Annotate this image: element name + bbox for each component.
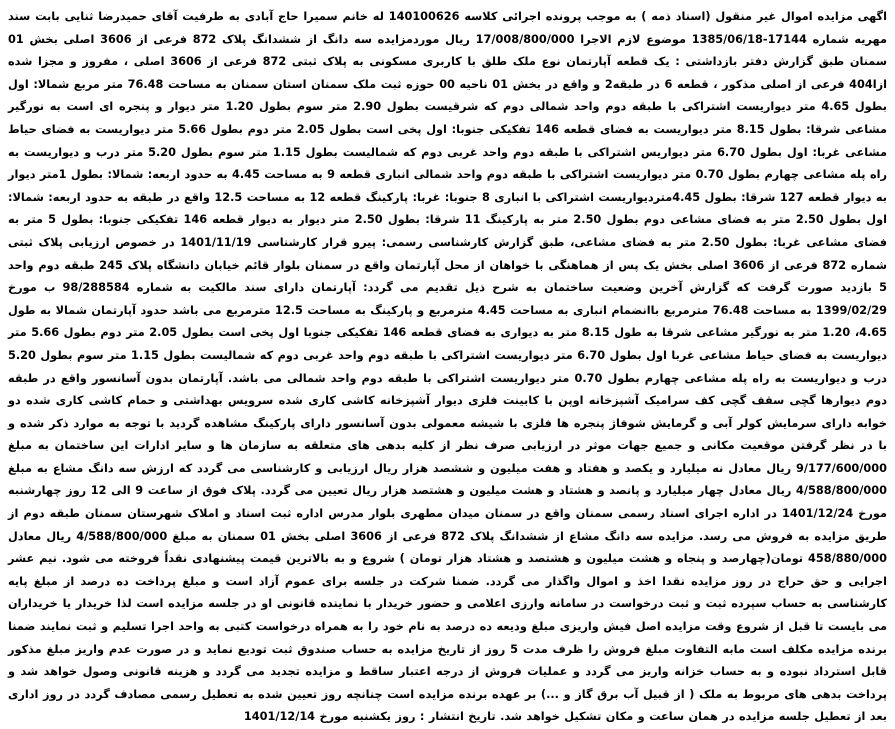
auction-notice-text: اگهی مزایده اموال غیر منقول (اسناد ذمه ) به موجب پرونده اجرائی کلاسه 140100626 له خانم سمیرا حاج آبادی به طرفیت آقای حمیدرضا ثنایی بابت سند مهریه شماره 17144-1385/06/18 موضوع لازم الاجرا 17/008/800/000 ریال موردمزایده سه دانگ از ششدانگ پلاک 872 فرعی از 3606 اصلی بخش 01 سمنان طبق گزارش دفتر بازداشتی : یک قطعه آپارتمان نوع ملک طلق با کاربری مسکونی به پلاک ثبتی 872 فرعی از 3606 اصلی ، مفروز و مجزا شده ازا404 فرعی از اصلی مذکور ، قطعه 6 در طبقه2 و واقع در بخش 01 ناحیه 00 حوزه ثبت ملک سمنان استان سمنان به مساحت 76.48 متر مربع شمالا: اول بطول 4.65 متر دیواریست اشتراکی با طبقه دوم واحد شمالی دوم که شرقیست بطول 2.90 متر سوم بطول 1.20 متر دیوار و پنجره ای است به نورگیر مشاعی شرقا: بطول 8.15 متر دیواریست به فضای قطعه 146 تفکیکی جنوبا: اول پخی است بطول 2.05 متر دوم بطول 5.66 متر دیواریست به فضای حیاط مشاعی غربا: اول بطول 6.70 متر دیواریس اشتراکی با طبقه دوم واحد غربی دوم که شمالیست بطول 1.15 متر سوم بطول 5.20 متر درب و دیواریست به راه پله مشاعی چهارم بطول 0.70 متر دیواریست اشتراکی با طبقه دوم واحد شمالی انباری قطعه 9 به مساحت 4.45 به حدود اربعه: شمالا: بطول 1متر دیوار به دیوار قطعه 127 شرقا: بطول 4.45متردیواریست اشتراکی با انباری 8 جنوبا: غربا: پارکینگ قطعه 12 به مساحت 12.5 واقع در طبقه به حدود اربعه: شمالا: اول بطول 2.50 متر به فضای مشاعی دوم بطول 2.50 متر به پارکینگ 11 شرقا: بطول 2.50 متر دیوار به دیوار قطعه 146 تفکیکی جنوبا: بطول 5 متر به فضای مشاعی غربا: بطول 2.50 متر به فضای مشاعی، طبق گزارش کارشناسی رسمی: پیرو قرار کارشناسی 1401/11/19 در خصوص ارزیابی پلاک ثبتی شماره 872 فرعی از 3606 اصلی بخش یک پس از هماهنگی با خواهان از محل آپارتمان واقع در سمنان بلوار قائم خیابان دانشگاه پلاک 245 طبقه دوم واحد 5 بازدید صورت گرفت که گزارش آخرین وضعیت ساختمان به شرح ذیل تقدیم می گردد: آپارتمان دارای سند مالکیت به شماره 98/288584 ب مورخ 1399/02/29 به مساحت 76.48 مترمربع باانضمام انباری به مساحت 4.45 مترمربع و پارکینگ به مساحت 12.5 مترمربع می باشد حدود آپارتمان شمالا به طول 4.65، 1.20 متر به نورگیر مشاعی شرقا به طول 8.15 متر به دیواری به فضای قطعه 146 تفکیکی جنوبا اول پخی است بطول 2.05 متر دوم بطول 5.66 متر دیواریست به فضای حیاط مشاعی غربا اول بطول 6.70 متر دیواریست اشتراکی با طبقه دوم واحد غربی دوم که شمالیست بطول 1.15 متر سوم بطول 5.20 درب و دیواریست به راه پله مشاعی چهارم بطول 0.70 متر دیواریست اشتراکی با طبقه دوم واحد شمالی می باشد. آپارتمان بدون آسانسور واقع در طبقه دوم دیوارها گچی سقف گچی کف سرامیک آشپزخانه اوپن با کابینت فلزی دیوار آشپزخانه کاشی کاری شده سرویس بهداشتی و حمام کاشی کاری شده دو خوابه دارای سرمایش کولر آبی و گرمایش شوفاژ پنجره ها فلزی با شیشه معمولی بدون آسانسور دارای پارکینگ مشاهده گردید با توجه به موارد ذکر شده و با در نظر گرفتن موقعیت مکانی و جمیع جهات موثر در ارزیابی صرف نظر از کلیه بدهی های متعلقه به سازمان ها و سایر ادارات این ساختمان به مبلغ 9/177/600/000 ریال معادل نه میلیارد و یکصد و هفتاد و هفت میلیون و ششصد هزار ریال ارزیابی و کارشناسی می گردد که ارزش سه دانگ مشاع به مبلغ 4/588/800/000 ریال معادل چهار میلیارد و پانصد و هشتاد و هشت میلیون و هشتصد هزار ریال تعیین می گردد. پلاک فوق از ساعت 9 الی 12 روز چهارشنبه مورخ 1401/12/24 در اداره اجرای اسناد رسمی سمنان واقع در سمنان میدان مطهری بلوار مدرس اداره ثبت اسناد و املاک شهرستان سمنان طبقه دوم از طریق مزایده به فروش می رسد. مزایده سه دانگ مشاع از ششدانگ پلاک 872 فرعی از 3606 اصلی بخش 01 سمنان به مبلغ 4/588/800/000 ریال معادل 458/880/000 تومان(چهارصد و پنجاه و هشت میلیون و هشتصد و هشتاد هزار تومان ) شروع و به بالاترین قیمت پیشنهادی نقداً فروخته می شود. نیم عشر اجرایی و حق حراج در روز مزایده نقدا اخذ و اموال واگذار می گردد. ضمنا شرکت در جلسه برای عموم آزاد است و مبلغ پرداخت ده درصد از مبلغ پایه کارشناسی به حساب سپرده ثبت و ثبت درخواست در سامانه وارزی اعلامی و حضور خریدار با نماینده قانونی او در جلسه مزایده است لذا خریدار یا خریداران می بایست تا قبل از شروع وقت مزایده اصل فیش واریزی مبلغ ودیعه ده درصد به نام خود را به همراه درخواست کتبی به واحد اجرا تسلیم و ثبت نمایند ضمنا برنده مزایده مکلف است مابه التفاوت مبلغ فروش را ظرف مدت 5 روز از تاریخ مزایده به حساب صندوق ثبت تودیع نماید و در صورت عدم واریز مبلغ مذکور قابل استرداد نبوده و به حساب خزانه واریز می گردد و عملیات فروش از درجه اعتبار ساقط و مزایده تجدید می گردد و هزینه قانونی وصول خواهد شد و پرداخت بدهی های مربوط به ملک ( از قبیل آب برق گاز و ...) بر عهده برنده مزایده است چنانچه روز تعیین شده به تعطیل رسمی مصادف گردد در روز اداری بعد از تعطیل جلسه مزایده در همان ساعت و مکان تشکیل خواهد شد. تاریخ انتشار : روز یکشنبه مورخ 1401/12/14: [8, 10, 888, 724]
